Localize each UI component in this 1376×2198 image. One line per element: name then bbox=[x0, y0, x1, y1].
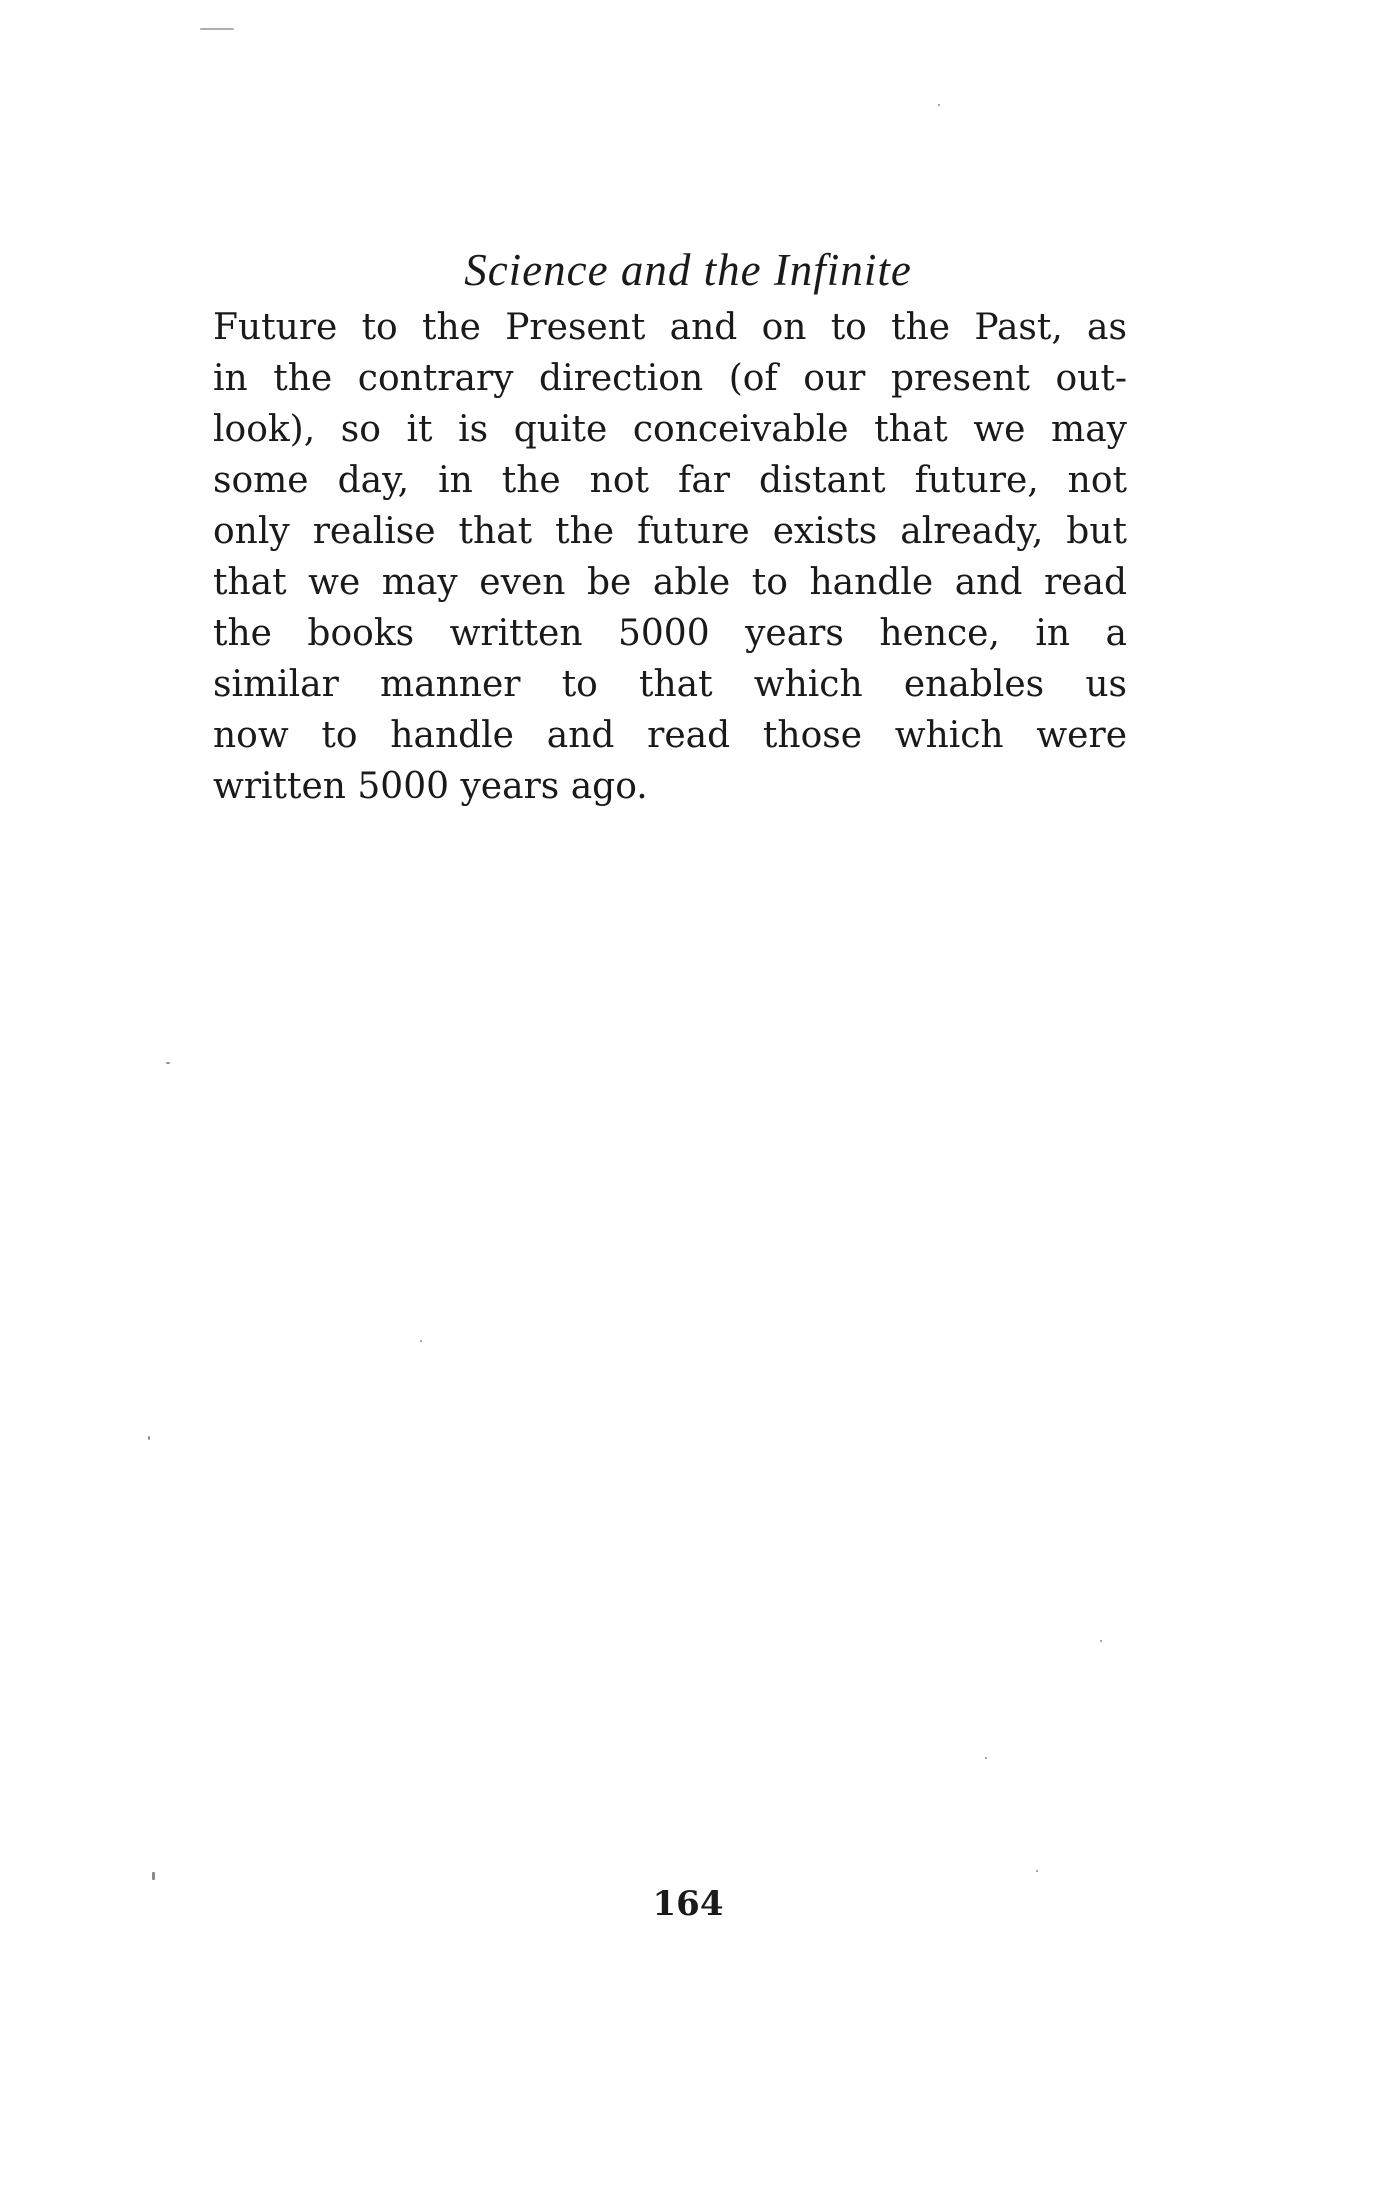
scan-speck bbox=[148, 1436, 150, 1440]
text-line: the books written 5000 years hence, in a bbox=[213, 613, 1127, 654]
scan-speck bbox=[200, 28, 234, 30]
text-line: some day, in the not far distant future, not bbox=[213, 460, 1127, 501]
scan-speck bbox=[938, 104, 940, 106]
scan-speck bbox=[1100, 1640, 1102, 1642]
text-line: only realise that the future exists already, but bbox=[213, 511, 1127, 552]
text-line: now to handle and read those which were bbox=[213, 715, 1127, 756]
scan-speck bbox=[1036, 1870, 1038, 1872]
running-head: Science and the Infinite bbox=[464, 245, 912, 295]
scan-speck bbox=[985, 1757, 987, 1759]
scan-speck bbox=[166, 1062, 170, 1064]
text-line: that we may even be able to handle and read bbox=[213, 562, 1127, 603]
text-line: similar manner to that which enables us bbox=[213, 664, 1127, 705]
text-line: Future to the Present and on to the Past, as bbox=[213, 307, 1127, 348]
body-paragraph bbox=[213, 302, 1127, 812]
page-number: 164 bbox=[652, 1884, 724, 1924]
scan-speck bbox=[420, 1340, 422, 1342]
text-line: look), so it is quite conceivable that we may bbox=[213, 409, 1127, 450]
text-line: in the contrary direction (of our present out- bbox=[213, 358, 1127, 399]
scan-speck bbox=[152, 1872, 155, 1880]
text-line: written 5000 years ago. bbox=[213, 766, 648, 807]
